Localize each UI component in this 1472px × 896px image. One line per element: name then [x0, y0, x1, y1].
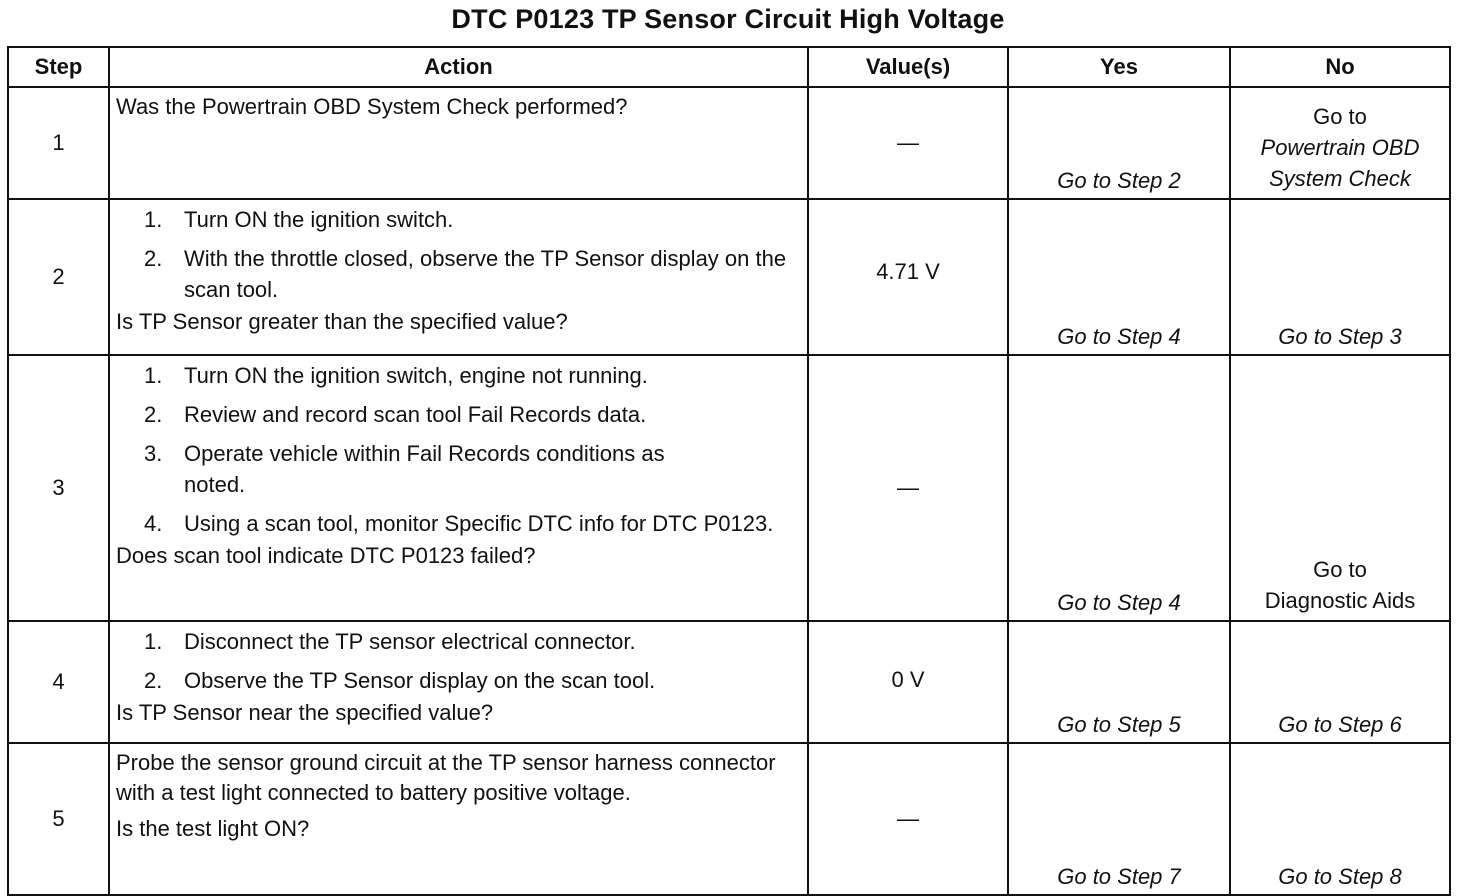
action-step-item: 1. Disconnect the TP sensor electrical connector. — [144, 629, 636, 654]
header-values: Value(s) — [808, 47, 1008, 87]
action-step-item: 4. Using a scan tool, monitor Specific DTC info for DTC P0123. — [144, 511, 774, 536]
action-question: Was the Powertrain OBD System Check performed? — [116, 94, 628, 119]
action-step-item: 2. Observe the TP Sensor display on the scan tool. — [144, 668, 656, 693]
header-row — [8, 47, 1450, 87]
action-question: Is the test light ON? — [116, 816, 310, 841]
yes-link[interactable]: Go to Step 5 — [1008, 621, 1230, 743]
no-cell[interactable] — [1230, 87, 1450, 199]
action-question: Is TP Sensor greater than the specified value? — [116, 309, 568, 334]
no-cell[interactable] — [1230, 355, 1450, 621]
action-step-item: 2. Review and record scan tool Fail Records data. — [144, 402, 647, 427]
action-description: Probe the sensor ground circuit at the TP sensor harness connector with a test light connected to battery positive voltage. — [116, 750, 776, 805]
header-no: No — [1230, 47, 1450, 87]
action-step-item: 3. Operate vehicle within Fail Records conditions as noted. — [144, 441, 665, 497]
value-cell: 4.71 V — [808, 199, 1008, 355]
table-row — [8, 87, 1450, 199]
action-cell — [109, 743, 808, 895]
no-link-line[interactable]: Diagnostic Aids — [1264, 588, 1416, 613]
table-row — [8, 743, 1450, 895]
action-steps — [116, 360, 801, 539]
action-step-item: 2. With the throttle closed, observe the TP Sensor display on the scan tool. — [144, 246, 787, 302]
action-step-item: 1. Turn ON the ignition switch. — [144, 207, 454, 232]
table-row — [8, 199, 1450, 355]
header-step: Step — [8, 47, 109, 87]
no-goto-label: Go to — [1313, 557, 1367, 582]
action-cell — [109, 199, 808, 355]
table-row — [8, 621, 1450, 743]
table-row — [8, 355, 1450, 621]
yes-link[interactable]: Go to Step 4 — [1008, 199, 1230, 355]
value-cell: — — [808, 743, 1008, 895]
no-link-line[interactable]: System Check — [1269, 166, 1411, 191]
action-cell — [109, 621, 808, 743]
yes-link[interactable]: Go to Step 4 — [1008, 355, 1230, 621]
action-cell — [109, 87, 808, 199]
header-action: Action — [109, 47, 808, 87]
yes-link[interactable]: Go to Step 2 — [1008, 87, 1230, 199]
document-title: DTC P0123 TP Sensor Circuit High Voltage — [451, 4, 1005, 34]
value-cell: — — [808, 355, 1008, 621]
header-yes: Yes — [1008, 47, 1230, 87]
action-step-item: 1. Turn ON the ignition switch, engine not running. — [144, 363, 648, 388]
no-link[interactable]: Go to Step 8 — [1230, 743, 1450, 895]
step-number: 4 — [8, 621, 109, 743]
action-steps — [116, 204, 801, 305]
action-question: Is TP Sensor near the specified value? — [116, 700, 494, 725]
step-number: 1 — [8, 87, 109, 199]
no-link[interactable]: Go to Step 3 — [1230, 199, 1450, 355]
no-link-line[interactable]: Powertrain OBD — [1260, 135, 1420, 160]
no-link[interactable]: Go to Step 6 — [1230, 621, 1450, 743]
step-number: 5 — [8, 743, 109, 895]
action-steps — [116, 626, 801, 696]
action-question: Does scan tool indicate DTC P0123 failed? — [116, 543, 536, 568]
value-cell: — — [808, 87, 1008, 199]
step-number: 2 — [8, 199, 109, 355]
step-number: 3 — [8, 355, 109, 621]
diagnostic-table — [7, 46, 1451, 896]
value-cell: 0 V — [808, 621, 1008, 743]
no-goto-label: Go to — [1313, 104, 1367, 129]
yes-link[interactable]: Go to Step 7 — [1008, 743, 1230, 895]
action-cell — [109, 355, 808, 621]
